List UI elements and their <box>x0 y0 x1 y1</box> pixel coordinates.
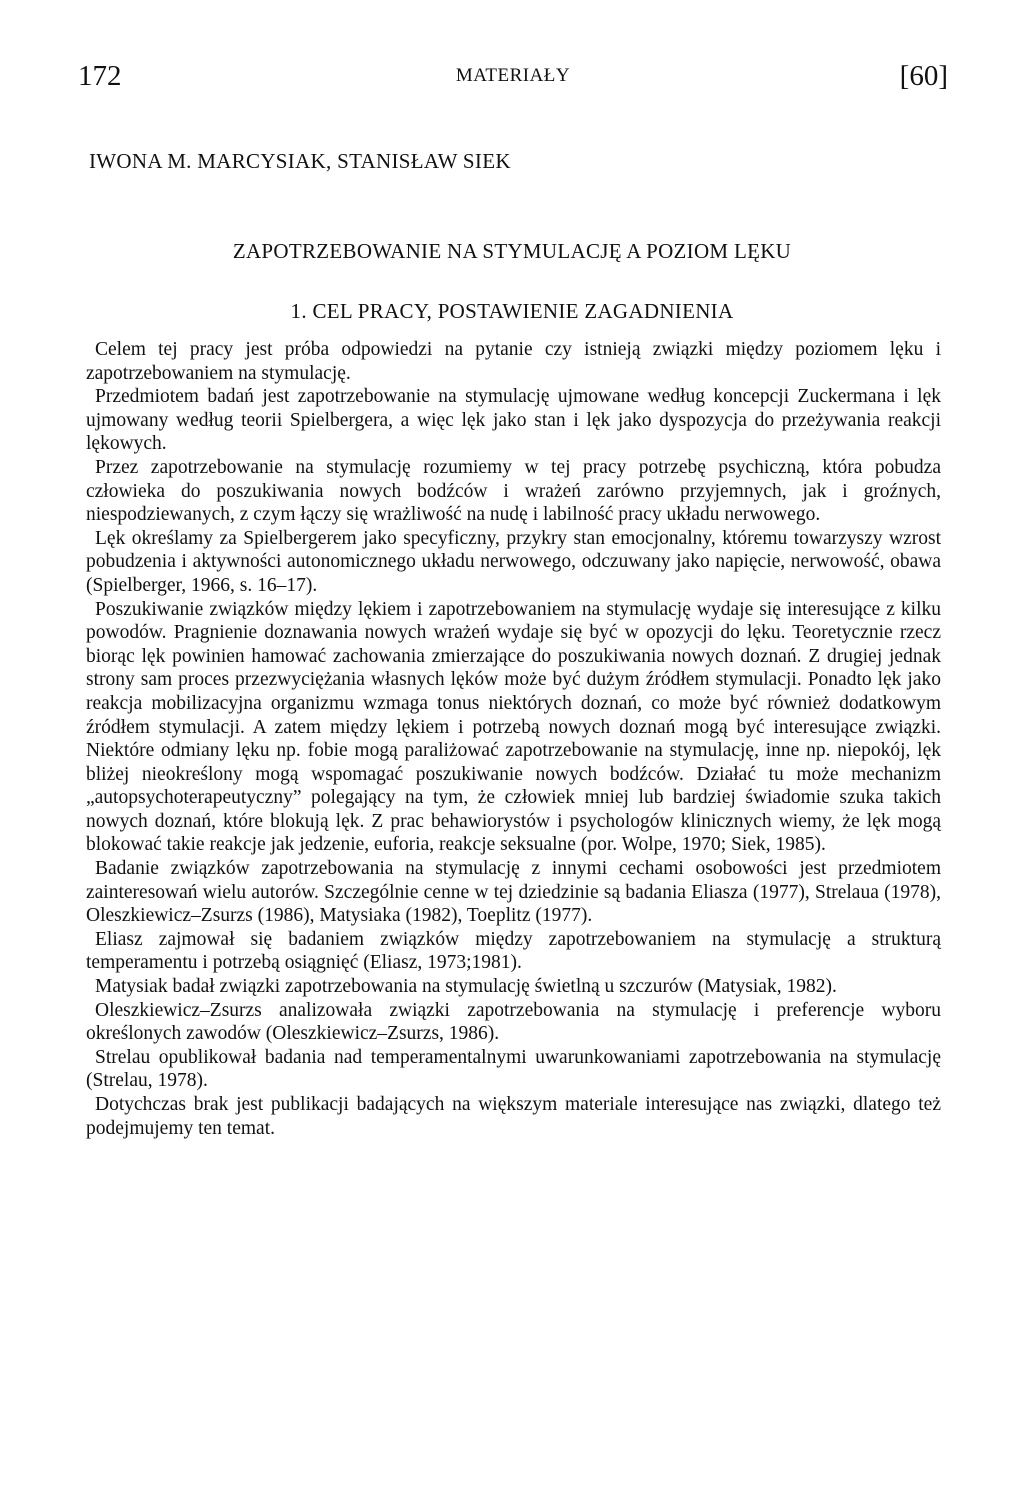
body-paragraph: Strelau opublikował badania nad temperamentalnymi uwarunkowaniami zapotrzebowania na stymulację (Strelau, 1978). <box>86 1046 941 1092</box>
article-title: ZAPOTRZEBOWANIE NA STYMULACJĘ A POZIOM LĘKU <box>232 239 792 263</box>
article-authors: IWONA M. MARCYSIAK, STANISŁAW SIEK <box>89 149 511 173</box>
running-head <box>78 58 948 98</box>
body-paragraph: Eliasz zajmował się badaniem związków między zapotrzebowaniem na stymulację a strukturą temperamentu i potrzebą osiągnięć (Eliasz, 1973;1981). <box>86 928 941 974</box>
body-paragraph: Dotychczas brak jest publikacji badających na większym materiale interesujące nas związki, dlatego też podejmujemy ten temat. <box>86 1094 941 1139</box>
article-body <box>86 338 941 1140</box>
body-paragraph: Przedmiotem badań jest zapotrzebowanie na stymulację ujmowane według koncepcji Zuckermana i lęk ujmowany według teorii Spielbergera, a więc lęk jako stan i lęk jako dyspozycja do przeżywania reakcji lękowych. <box>86 386 941 455</box>
body-paragraph: Matysiak badał związki zapotrzebowania na stymulację świetlną u szczurów (Matysiak, 1982). <box>95 976 837 998</box>
issue-number: [60] <box>899 60 948 92</box>
body-paragraph: Przez zapotrzebowanie na stymulację rozumiemy w tej pracy potrzebę psychiczną, która pobudza człowieka do poszukiwania nowych bodźców i wrażeń zarówno przyjemnych, jak i groźnych, niespodziewanych, z czym łączy się wrażliwość na nudę i labilność pracy układu nerwowego. <box>86 456 941 526</box>
page-number: 172 <box>78 60 122 92</box>
running-head-section: MATERIAŁY <box>455 65 571 86</box>
body-paragraph: Oleszkiewicz–Zsurzs analizowała związki zapotrzebowania na stymulację i preferencje wyboru określonych zawodów (Oleszkiewicz–Zsurzs, 1986). <box>86 999 941 1045</box>
body-paragraph: Badanie związków zapotrzebowania na stymulację z innymi cechami osobowości jest przedmiotem zainteresowań wielu autorów. Szczególnie cenne w tej dziedzinie są badania Eliasza (1977), Strelaua (1978), Oleszkiewicz–Zsurzs (1986), Matysiaka (1982), Toeplitz (1977). <box>86 858 941 927</box>
body-paragraph: Celem tej pracy jest próba odpowiedzi na pytanie czy istnieją związki między poziomem lęku i zapotrzebowaniem na stymulację. <box>86 339 941 384</box>
body-paragraph: Lęk określamy za Spielbergerem jako specyficzny, przykry stan emocjonalny, któremu towarzyszy wzrost pobudzenia i aktywności autonomicznego układu nerwowego, odczuwany jako napięcie, nerwowość, obawa (Spielberger, 1966, s. 16–17). <box>86 527 941 596</box>
section-heading: 1. CEL PRACY, POSTAWIENIE ZAGADNIENIA <box>290 299 734 323</box>
body-paragraph: Poszukiwanie związków między lękiem i zapotrzebowaniem na stymulację wydaje się interesujące z kilku powodów. Pragnienie doznawania nowych wrażeń wydaje się być w opozycji do lęku. Teoretycznie rzecz biorąc lęk powinien hamować zachowania zmierzające do poszukiwania nowych doznań. Z drugiej jednak strony sam proces przezwyciężania własnych lęków może być dużym źródłem stymulacji. Ponadto lęk jako reakcja mobilizacyjna organizmu wzmaga tonus niektórych doznań, co może być również dodatkowym źródłem stymulacji. A zatem między lękiem i potrzebą nowych doznań mogą być interesujące związki. Niektóre odmiany lęku np. fobie mogą paraliżować zapotrzebowanie na stymulację, inne np. niepokój, lęk bliżej nieokreślony mogą wspomagać poszukiwanie nowych bodźców. Działać tu może mechanizm „autopsychoterapeutyczny” polegający na tym, że człowiek mniej lub bardziej świadomie szuka takich nowych doznań, które blokują lęk. Z prac behawiorystów i psychologów klinicznych wiemy, że lęk mogą blokować takie reakcje jak jedzenie, euforia, reakcje seksualne (por. Wolpe, 1970; Siek, 1985). <box>86 598 941 856</box>
